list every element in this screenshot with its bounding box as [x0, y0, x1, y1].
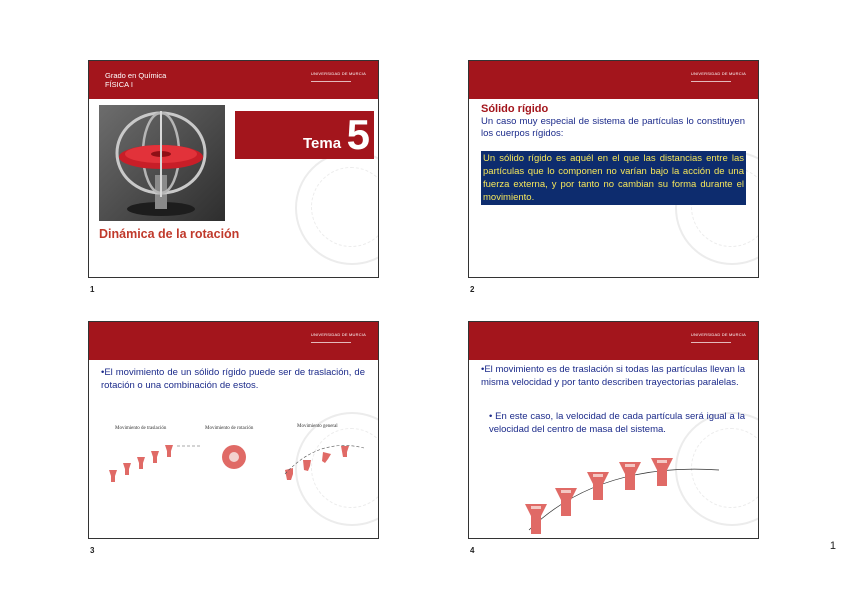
slide-number-2: 2	[470, 285, 475, 294]
university-logo: UNIVERSIDAD DE MURCIA	[311, 71, 366, 82]
bullet-point: •El movimiento de un sólido rígido puede ser de traslación, de rotación o una combinación de estos.	[101, 367, 365, 391]
bullet-text-1: El movimiento es de traslación si todas las partículas llevan la misma velocidad y por tanto describen trayectorias paralelas.	[481, 364, 745, 388]
translation-illustration	[469, 452, 758, 538]
slide-2	[468, 60, 759, 278]
slide-number-1: 1	[90, 285, 95, 294]
tema-number: 5	[346, 111, 370, 158]
course-line-1: Grado en Química	[105, 71, 167, 80]
bullet-point-1: •El movimiento es de traslación si todas las partículas llevan la misma velocidad y por tanto describen trayectorias paralelas.	[481, 364, 745, 388]
slide-heading: Sólido rígido	[481, 103, 549, 115]
caption-translation: Movimiento de traslación	[115, 426, 167, 431]
university-logo: UNIVERSIDAD DE MURCIA	[691, 332, 746, 343]
slide-subtitle: Dinámica de la rotación	[99, 227, 240, 241]
slide-4	[468, 321, 759, 539]
page-number: 1	[829, 540, 836, 552]
slide-1	[88, 60, 379, 278]
slide-3	[88, 321, 379, 539]
definition-box: Un sólido rígido es aquél en el que las distancias entre las partículas que lo componen no varían bajo la acción de una fuerza externa, y por tanto no cambian su forma durante el movimiento.	[483, 153, 744, 203]
course-line-2: FÍSICA I	[105, 80, 133, 89]
bullet-text-2: En este caso, la velocidad de cada partícula será igual a la velocidad del centro de masa del sistema.	[489, 411, 746, 435]
tema-banner	[235, 111, 374, 159]
university-logo: UNIVERSIDAD DE MURCIA	[311, 332, 366, 343]
slide-number-3: 3	[90, 546, 95, 555]
university-seal-watermark	[295, 151, 379, 265]
course-title	[105, 71, 166, 89]
slide-number-4: 4	[470, 546, 475, 555]
slide-paragraph: Un caso muy especial de sistema de partículas lo constituyen los cuerpos rígidos:	[481, 116, 745, 139]
university-logo: UNIVERSIDAD DE MURCIA	[691, 71, 746, 82]
tema-word: Tema	[303, 135, 342, 152]
gyroscope-image	[99, 105, 225, 221]
bullet-text: El movimiento de un sólido rígido puede ser de traslación, de rotación o una combinación de estos.	[101, 367, 365, 391]
motion-illustrations	[89, 432, 378, 492]
bullet-point-2: • En este caso, la velocidad de cada partícula será igual a la velocidad del centro de masa del sistema.	[489, 411, 746, 435]
caption-rotation: Movimiento de rotación	[205, 426, 254, 431]
caption-general: Movimiento general	[297, 424, 338, 429]
